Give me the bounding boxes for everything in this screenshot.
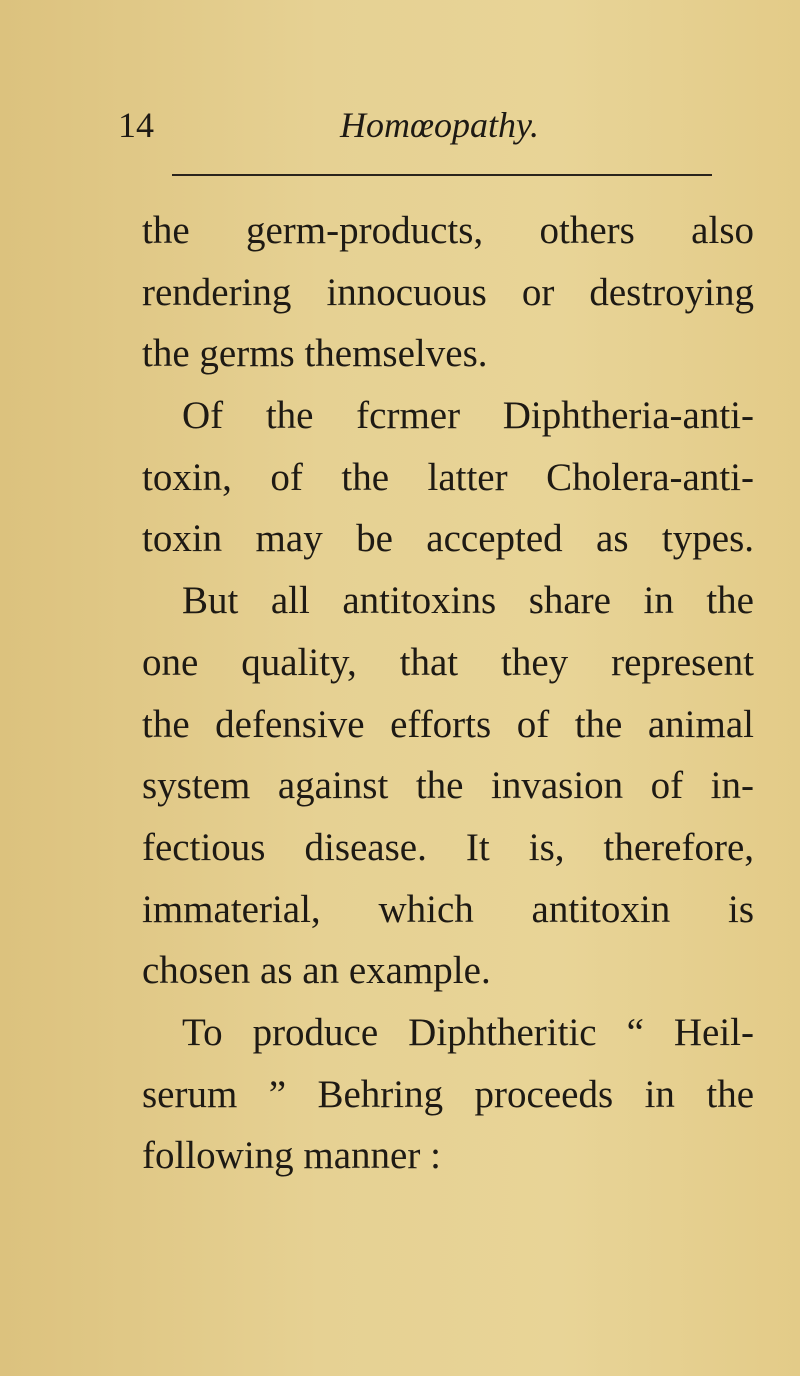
page-number: 14 xyxy=(118,105,154,145)
text-line: the germ-products, others also xyxy=(142,209,754,252)
header-rule xyxy=(172,174,712,176)
text-line: following manner : xyxy=(142,1134,441,1178)
text-line: one quality, that they represent xyxy=(142,640,754,684)
text-line: the germs themselves. xyxy=(142,332,488,376)
text-line: toxin may be accepted as types. xyxy=(142,517,754,561)
text-line: immaterial, which antitoxin is xyxy=(142,887,754,931)
running-title: Homœopathy. xyxy=(340,105,540,145)
text-line: toxin, of the latter Cholera-anti- xyxy=(142,455,754,499)
text-line: fectious disease. It is, therefore, xyxy=(142,825,754,869)
text-line: But all antitoxins share in the xyxy=(182,579,754,623)
text-line: rendering innocuous or destroying xyxy=(142,270,754,314)
text-line: the defensive efforts of the animal xyxy=(142,702,754,746)
text-line: Of the fcrmer Diphtheria-anti- xyxy=(182,394,754,438)
text-line: serum ” Behring proceeds in the xyxy=(142,1072,754,1116)
text-line: To produce Diphtheritic “ Heil- xyxy=(182,1010,754,1054)
text-line: system against the invasion of in- xyxy=(142,764,754,808)
body-text xyxy=(142,200,754,1187)
text-line: chosen as an example. xyxy=(142,949,491,993)
page-header xyxy=(118,100,708,150)
